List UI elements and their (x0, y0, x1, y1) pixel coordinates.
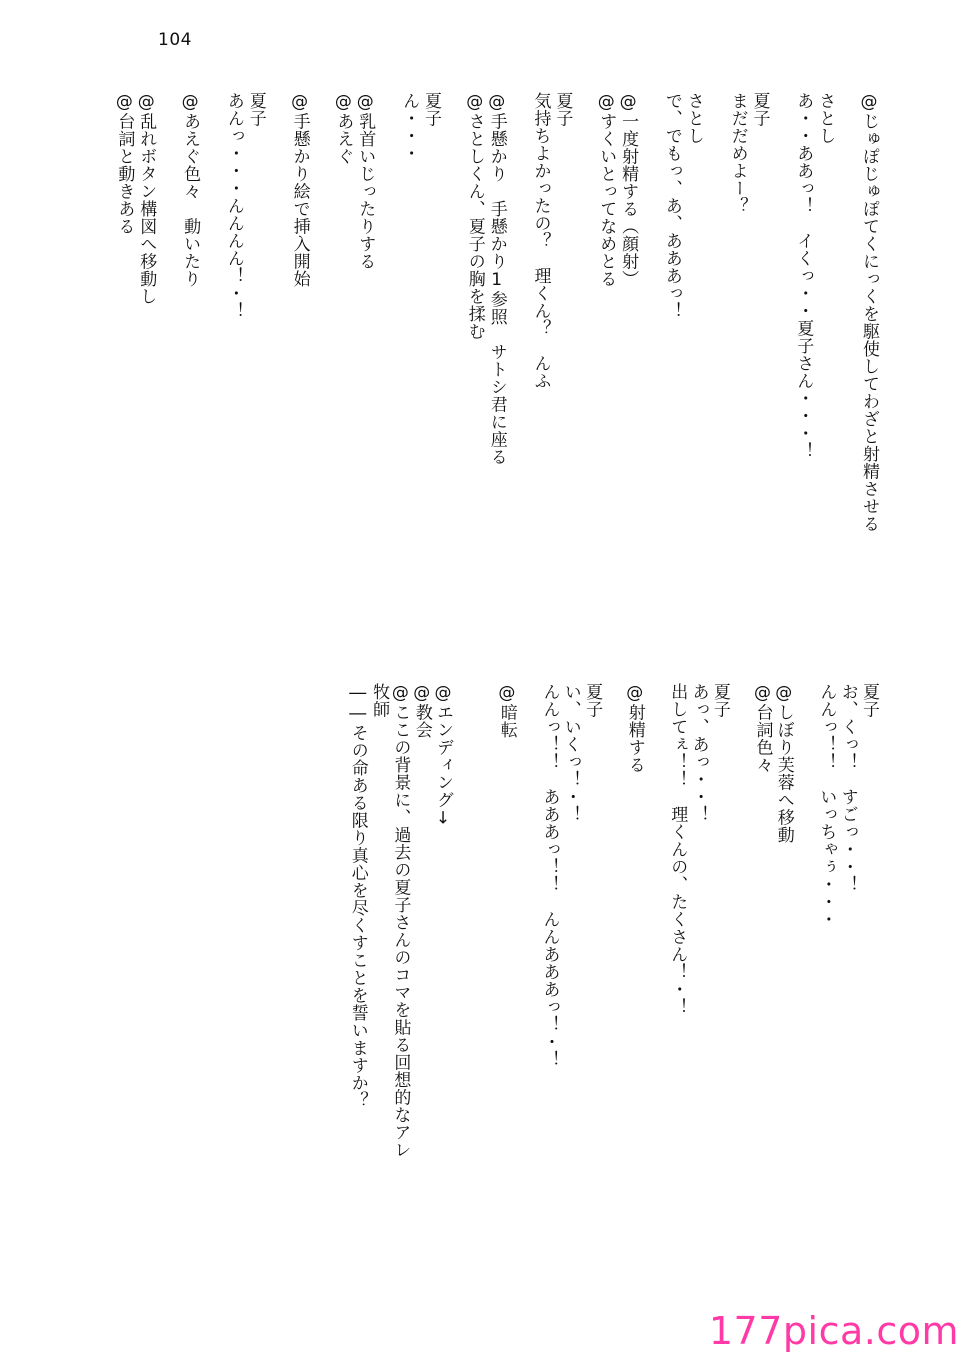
script-line: @あえぐ (333, 92, 354, 165)
script-line: @手懸かり絵で挿入開始 (289, 92, 310, 288)
script-line: @ここの背景に、過去の夏子さんのコマを貼る回想的なアレ (390, 683, 411, 1159)
script-line: ――その命ある限り真心を尽くすことを誓いますか？ (347, 683, 368, 1109)
script-line: あんっ・・・んんんん！・！ (223, 92, 244, 320)
script-line: @台詞色々 (752, 683, 773, 774)
script-line: まだだめよー？ (727, 92, 748, 215)
script-line: 夏子 (859, 683, 879, 718)
script-line: @乳首いじったりする (355, 92, 376, 270)
script-line: あっ、あっ・・！ (688, 683, 709, 823)
script-line: 夏子 (709, 683, 730, 718)
script-line: 夏子 (749, 92, 770, 127)
page-number: 104 (158, 30, 192, 50)
script-line: @暗転 (496, 683, 517, 739)
script-line: @一度射精する（顔射） (618, 92, 639, 288)
script-line: 出してぇ！！ 理くんの、たくさん！・！ (667, 683, 688, 1016)
watermark-text: 177pica.com (708, 1309, 959, 1353)
script-line: さとし (815, 92, 836, 145)
script-line: 牧師 (369, 683, 390, 718)
script-line: んんっ！！ あああっ！！ んんあああっ！・！ (539, 683, 560, 1068)
script-line: んんっ！！ いっちゃぅ・・・ (816, 683, 837, 928)
script-line: @射精する (624, 683, 645, 774)
script-line: 夏子 (552, 92, 573, 127)
script-line: @じゅぽじゅぽてくにっくを駆使してわざと射精させる (859, 92, 879, 533)
script-line: 夏子 (245, 92, 266, 127)
script-line: @教会 (411, 683, 432, 739)
script-line: 夏子 (582, 683, 603, 718)
script-line: あ・・ああっ！ イくっ・・夏子さん・・・！ (793, 92, 814, 460)
script-line: @すくいとってなめとる (596, 92, 617, 288)
script-line: @乱れボタン構図へ移動し (136, 92, 157, 305)
script-line: @さとしくん、夏子の胸を揉む (464, 92, 485, 340)
script-line: @エンディング↓ (433, 683, 453, 829)
script-line: 気持ちよかったの？ 理くん？ んふ (530, 92, 551, 390)
script-line: @あえぐ色々 動いたり (180, 92, 201, 288)
script-line: @手懸かり 手懸かり1参照 サトシ君に座る (486, 92, 507, 466)
script-line: い、いくっ！・！ (560, 683, 581, 823)
script-line: @しぼり芙蓉へ移動 (773, 683, 794, 844)
script-line: さとし (683, 92, 704, 145)
script-line: で、でもっ、あ、あああっ！ (661, 92, 682, 320)
script-line: ん・・・ (399, 92, 420, 162)
script-line: お、くっ！ すごっ・・！ (837, 683, 858, 893)
script-line: @台詞と動きある (114, 92, 135, 235)
script-line: 夏子 (421, 92, 441, 127)
